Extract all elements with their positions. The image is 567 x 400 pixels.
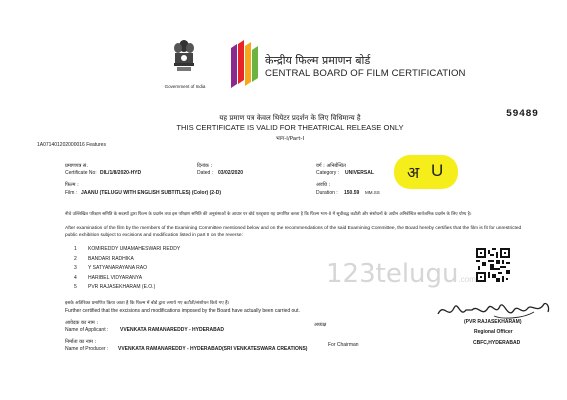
committee-name: KOMIREDDY UMAMAHESWARI REDDY xyxy=(88,246,181,252)
watermark-text: 123telugu xyxy=(326,259,459,289)
producer-label: Name of Producer : xyxy=(65,346,109,352)
board-name-english: CENTRAL BOARD OF FILM CERTIFICATION xyxy=(265,68,466,79)
cbfc-logo-icon xyxy=(229,38,261,90)
category-value: UNIVERSAL xyxy=(345,170,374,176)
chairman-hindi: अध्यक्ष xyxy=(314,322,327,328)
rating-hindi: अ xyxy=(407,163,420,182)
qr-code-icon xyxy=(476,248,510,282)
committee-num: 4 xyxy=(74,275,77,281)
committee-num: 1 xyxy=(74,246,77,252)
film-hindi: फिल्म : xyxy=(65,182,79,188)
category-hindi: वर्ग : अनिर्बन्धित xyxy=(316,163,346,169)
rating-badge xyxy=(394,155,458,189)
committee-num: 2 xyxy=(74,256,77,262)
committee-name: BANDARI RADHIKA xyxy=(88,256,134,262)
certificate-serial: 59489 xyxy=(506,109,539,120)
applicant-hindi: आवेदक का नाम : xyxy=(65,320,99,326)
film-label: Film : xyxy=(65,190,78,196)
duration-hindi: अवधि : xyxy=(316,182,331,188)
film-value: JAANU (TELUGU WITH ENGLISH SUBTITLES) (Color) (2-D) xyxy=(81,190,221,196)
watermark-suffix: .com xyxy=(458,275,476,284)
producer-value: VVENKATA RAMANAREDDY - HYDERABAD(SRI VENKATESWARA CREATIONS) xyxy=(118,346,308,352)
validity-english: THIS CERTIFICATE IS VALID FOR THEATRICAL RELEASE ONLY xyxy=(176,123,404,132)
committee-name: HARIBEL VIDYARANYA xyxy=(88,275,143,281)
duration-label: Duration : xyxy=(316,190,338,196)
dated-hindi: दिनांक : xyxy=(197,163,213,169)
national-emblem-icon xyxy=(172,38,196,80)
board-name-hindi: केन्द्रीय फिल्म प्रमाणन बोर्ड xyxy=(265,54,371,67)
watermark xyxy=(326,259,476,289)
dated-value: 03/02/2020 xyxy=(218,170,244,176)
footer-english-note: Further certified that the excisions and modifications imposed by the Board have actually been carried out. xyxy=(65,308,300,314)
footer-hindi-note: इसके अतिरिक्त प्रमाणित किया जाता है कि फिल्म में बोर्ड द्वारा लगाये गए कटौती/संशोधन किये गए हैं। xyxy=(65,301,230,306)
body-english-para: After examination of the film by the members of the Examining Committee mentioned below and on the recommendations of the said Examining Committee, the Board hereby certifies that the film is fit for unrestricted public exhibition subject to excisions and modification listed in part II on the reverse: xyxy=(65,226,522,238)
cert-no-label: Certificate No: xyxy=(65,170,97,176)
category-label: Category : xyxy=(316,170,340,176)
dated-label: Dated : xyxy=(197,170,214,176)
committee-name: PVR RAJASEKHARAM (E.O.) xyxy=(88,284,156,290)
producer-hindi: निर्माता का नाम : xyxy=(65,339,97,345)
barcode-text: 1A071401202000016 Features xyxy=(37,142,106,148)
committee-name: Y SATYANARAYANA RAO xyxy=(88,265,147,271)
rating-english: U xyxy=(431,161,444,180)
duration-unit: MM.SS xyxy=(365,190,380,195)
govt-label: Government of India xyxy=(164,84,206,89)
cert-no-hindi: प्रमाणपत्र सं. xyxy=(65,163,88,169)
officer-name: (PVR RAJASEKHARAM) xyxy=(464,319,522,325)
cert-no-value: DIL/1/8/2020-HYD xyxy=(100,170,142,176)
for-chairman: For Chairman xyxy=(328,342,359,348)
officer-office: CBFC,HYDERABAD xyxy=(473,340,521,346)
part-label: भाग-I/Part-I xyxy=(275,136,305,142)
applicant-value: VVENKATA RAMANAREDDY - HYDERABAD xyxy=(120,327,224,333)
validity-hindi: यह प्रमाण पत्र केवल थियेटर प्रदर्शन के लिए विधिमान्य है xyxy=(219,114,361,122)
committee-num: 3 xyxy=(74,265,77,271)
applicant-label: Name of Applicant : xyxy=(65,327,109,333)
body-hindi-para: नीचे उल्लिखित परिक्षण समिति के सदस्यों द्वारा फिल्म के प्रदर्शन तथा इस परिक्षण समिति की अनुशंसाओं के आधार पर बोर्ड एतद्द्वारा यह प्रमाणित करता है कि फिल्म भाग-II में सूचीबद्ध कटौती और संशोधनों के अधीन अनिर्बन्धित सार्वजनिक प्रदर्शन के लिए योग्य है। xyxy=(65,212,472,217)
committee-num: 5 xyxy=(74,284,77,290)
officer-title: Regional Officer xyxy=(474,329,513,335)
duration-value: 150.59 xyxy=(344,190,360,196)
